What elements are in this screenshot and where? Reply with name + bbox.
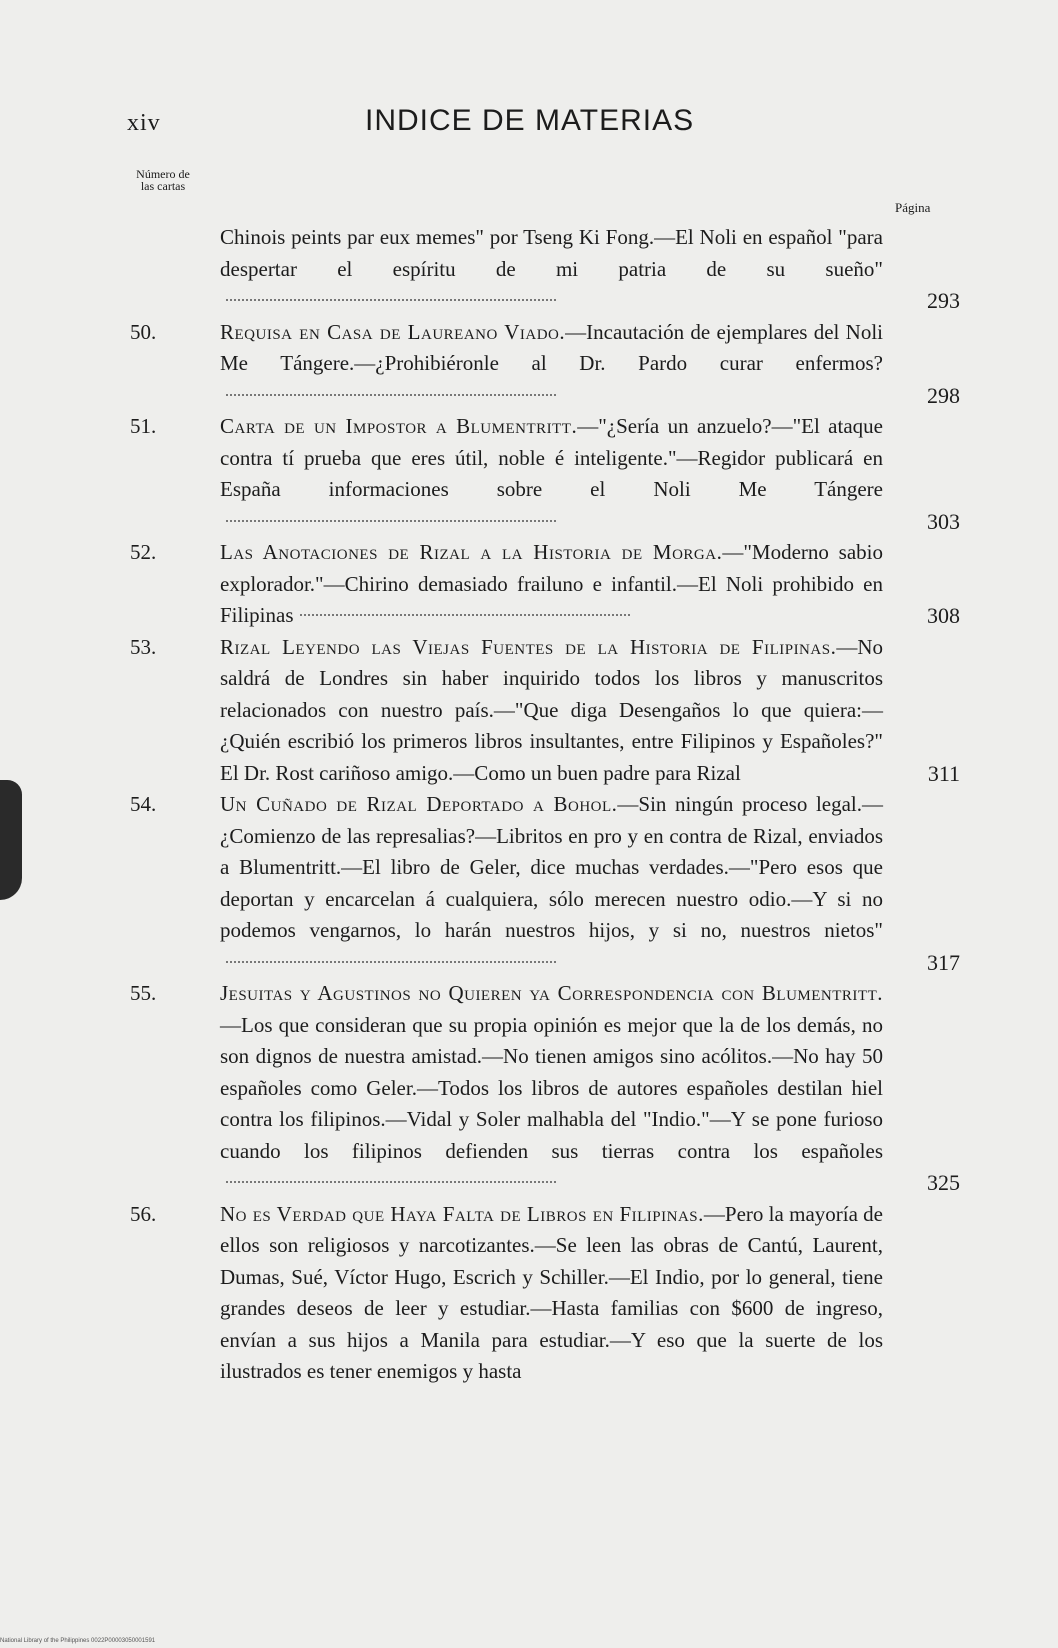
- leader-dots: [226, 394, 556, 396]
- entry-page: 308: [927, 603, 960, 628]
- entry-heading: Requisa en Casa de Laureano Viado.: [220, 319, 566, 344]
- entry-number: 55.: [130, 981, 157, 1005]
- entry-text: [220, 1199, 883, 1388]
- entry-page: 325: [927, 1170, 960, 1195]
- page-number: xiv: [127, 110, 161, 136]
- entry-page: 298: [927, 382, 960, 408]
- index-entry: [130, 222, 960, 317]
- entry-description: —Pero la mayoría de ellos son religiosos y narcotizantes.—Se leen las obras de Cantú, Laurent, Dumas, Sué, Víctor Hugo, Escrich y Schiller.—El Indio, por lo general, tiene grandes deseos de leer y estudiar.—Hasta familias con $600 de ingreso, envían a sus hijos a Manila para estudiar.—Y eso que la suerte de los ilustrados es tener enemigos y hasta: [220, 1201, 884, 1383]
- entry-description: —"Moderno sabio explorador."—Chirino demasiado frailuno e infantil.—El Noli prohibido en Filipinas: [220, 540, 883, 627]
- index-entry: [130, 978, 960, 1199]
- entry-text: [220, 632, 883, 790]
- entry-heading: Rizal Leyendo las Viejas Fuentes de la Historia de Filipinas.: [220, 634, 837, 659]
- entry-heading: Jesuitas y Agustinos no Quieren ya Correspondencia con Blumentritt.: [220, 981, 883, 1005]
- leader-dots: [300, 614, 630, 616]
- leader-dots: [226, 520, 556, 522]
- entry-page: 293: [927, 288, 960, 313]
- entry-description: —Sin ningún proceso legal.—¿Comienzo de las represalias?—Libritos en pro y en contra de Rizal, enviados a Blumentritt.—El libro de Geler, dice muchas verdades.—"Pero esos que deportan y encarcelan á cualquiera, sólo merecen nuestro odio.—Y si no podemos vengarnos, lo harán nuestros hijos, y si no, nuestros nietos": [220, 792, 884, 942]
- entry-page: 303: [927, 508, 960, 534]
- entry-text: [220, 978, 883, 1199]
- entry-description: —Incautación de ejemplares del Noli Me Tángere.—¿Prohibiéronle al Dr. Pardo curar enfermos?: [220, 319, 883, 375]
- entry-number: 51.: [130, 414, 157, 438]
- entry-number: 53.: [130, 634, 157, 659]
- entry-description: —No saldrá de Londres sin haber inquirido todos los libros y manuscritos relacionados con nuestro país.—"Que diga Desengaños lo que quiera:—¿Quién escribió los primeros libros insultantes, entre Filipinos y Españoles?" El Dr. Rost cariñoso amigo.—Como un buen padre para Rizal: [220, 634, 883, 785]
- index-entry: [130, 317, 960, 412]
- right-column-heading: Página: [895, 200, 931, 215]
- leader-dots: [226, 299, 556, 301]
- index-entry: [130, 537, 960, 632]
- entry-heading: Carta de un Impostor a Blumentritt.: [220, 414, 578, 438]
- entry-page: 311: [927, 760, 960, 786]
- entry-heading: Un Cuñado de Rizal Deportado a Bohol.: [220, 792, 618, 816]
- entry-heading: No es Verdad que Haya Falta de Libros en Filipinas.: [220, 1201, 704, 1226]
- entry-text: [220, 411, 883, 537]
- scan-footer: National Library of the Philippines 0022P00003050001591: [0, 1638, 156, 1644]
- entry-description: —"¿Sería un anzuelo?—"El ataque contra tí prueba que eres útil, noble é inteligente."—Regidor publicará en España informaciones sobre el Noli Me Tángere: [220, 414, 883, 501]
- entry-description: Chinois peints par eux memes" por Tseng Ki Fong.—El Noli en español "para despertar el espíritu de mi patria de su sueño": [220, 225, 883, 281]
- index-entry: [130, 411, 960, 537]
- entry-number: 56.: [130, 1201, 157, 1226]
- entry-number: 54.: [130, 792, 157, 816]
- entry-text: [220, 222, 883, 317]
- entry-text: [220, 317, 883, 412]
- page-title: INDICE DE MATERIAS: [365, 104, 695, 137]
- index-entries: [130, 222, 960, 1388]
- entry-heading: Las Anotaciones de Rizal a la Historia de Morga.: [220, 540, 723, 564]
- leader-dots: [226, 961, 556, 963]
- entry-text: [220, 537, 883, 632]
- entry-description: —Los que consideran que su propia opinión es mejor que la de los demás, no son dignos de nuestra amistad.—No tienen amigos sino acólitos.—No hay 50 españoles como Geler.—Todos los libros de autores españoles destilan hiel contra los filipinos.—Vidal y Soler malhabla del "Indio."—Y se pone furioso cuando los filipinos defienden sus tierras contra los españoles: [220, 1012, 883, 1163]
- page-edge-shadow: [0, 780, 22, 900]
- entry-number: 50.: [130, 319, 157, 344]
- index-entry: [130, 789, 960, 978]
- index-entry: [130, 1199, 960, 1388]
- entry-number: 52.: [130, 540, 157, 564]
- left-column-heading: Número de las cartas: [136, 167, 190, 193]
- entry-text: [220, 789, 883, 978]
- leader-dots: [226, 1181, 556, 1183]
- index-entry: [130, 632, 960, 790]
- entry-page: 317: [927, 949, 960, 975]
